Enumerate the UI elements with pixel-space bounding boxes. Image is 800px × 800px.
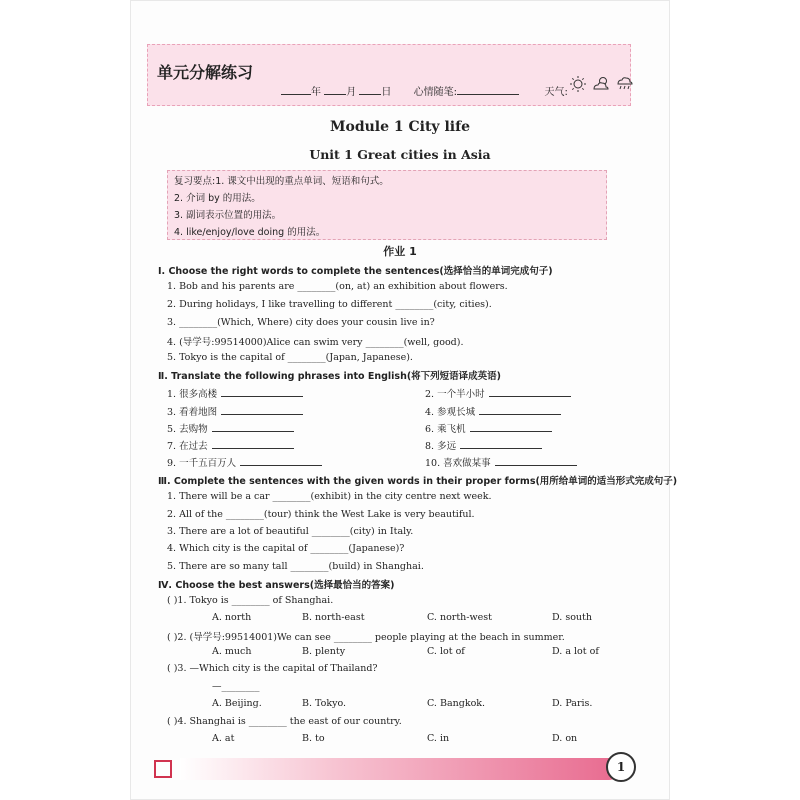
mc-option[interactable]: A. much (212, 646, 252, 657)
section-3-item: 5. There are so many tall ________(build) in Shanghai. (167, 561, 424, 572)
section-3-item: 4. Which city is the capital of ________(Japanese)? (167, 543, 405, 554)
mc-question-stem: ( )1. Tokyo is ________ of Shanghai. (167, 595, 334, 606)
mc-option[interactable]: A. at (212, 733, 235, 744)
section-1-item: 1. Bob and his parents are ________(on, at) an exhibition about flowers. (167, 281, 508, 292)
footer-gradient-bar (180, 758, 620, 780)
date-mood-line (281, 83, 568, 98)
mc-option[interactable]: B. to (302, 733, 325, 744)
mc-option[interactable]: C. lot of (427, 646, 465, 657)
cloud-sun-icon[interactable] (591, 75, 611, 93)
year-blank[interactable] (281, 85, 311, 95)
year-label: 年 (311, 87, 321, 98)
mc-question-stem: ( )4. Shanghai is ________ the east of our country. (167, 716, 402, 727)
mood-blank[interactable] (457, 85, 519, 95)
section-3-item: 1. There will be a car ________(exhibit) in the city centre next week. (167, 491, 492, 502)
review-point: 2. 介词 by 的用法。 (174, 193, 261, 204)
mc-option[interactable]: A. north (212, 612, 252, 623)
translate-item-right: 4. 参观长城 (425, 404, 561, 418)
unit-title: Unit 1 Great cities in Asia (309, 147, 491, 162)
mc-option[interactable]: C. north-west (427, 612, 492, 623)
mc-answer-line: —________ (212, 681, 260, 692)
translate-item-right: 8. 多远 (425, 438, 542, 452)
mc-option[interactable]: B. Tokyo. (302, 698, 347, 709)
mc-option[interactable]: B. north-east (302, 612, 365, 623)
mc-option[interactable]: D. on (552, 733, 578, 744)
mc-option[interactable]: D. Paris. (552, 698, 593, 709)
mc-option[interactable]: C. Bangkok. (427, 698, 486, 709)
section-3-heading: Ⅲ. Complete the sentences with the given words in their proper forms(用所给单词的适当形式完成句子) (158, 476, 678, 487)
mc-option[interactable]: B. plenty (302, 646, 346, 657)
translate-item-left: 7. 在过去 (167, 438, 294, 452)
section-2-heading: Ⅱ. Translate the following phrases into English(将下列短语译成英语) (158, 371, 502, 382)
day-blank[interactable] (359, 85, 381, 95)
review-points-box (167, 170, 607, 240)
translate-item-right: 6. 乘飞机 (425, 421, 552, 435)
section-3-item: 2. All of the ________(tour) think the West Lake is very beautiful. (167, 509, 475, 520)
mc-question-stem: ( )2. (导学号:99514001)We can see ________ people playing at the beach in summer. (167, 632, 565, 643)
translate-item-left: 1. 很多高楼 (167, 386, 303, 400)
footer-square-icon (154, 760, 172, 778)
review-point: 3. 副词表示位置的用法。 (174, 210, 282, 221)
section-3-item: 3. There are a lot of beautiful ________(city) in Italy. (167, 526, 414, 537)
homework-title: 作业 1 (383, 245, 417, 258)
section-1-item: 5. Tokyo is the capital of ________(Japan, Japanese). (167, 352, 413, 363)
translate-item-right: 2. 一个半小时 (425, 386, 571, 400)
translate-item-left: 3. 看着地图 (167, 404, 303, 418)
weather-icons (569, 75, 635, 93)
section-1-heading: Ⅰ. Choose the right words to complete the sentences(选择恰当的单词完成句子) (158, 266, 553, 277)
section-1-item: 2. During holidays, I like travelling to different ________(city, cities). (167, 299, 492, 310)
mc-option[interactable]: D. a lot of (552, 646, 599, 657)
mc-option[interactable]: C. in (427, 733, 450, 744)
review-point: 4. like/enjoy/love doing 的用法。 (174, 227, 326, 238)
month-blank[interactable] (324, 85, 346, 95)
review-point: 复习要点:1. 课文中出现的重点单词、短语和句式。 (174, 176, 389, 187)
weather-label: 天气: (544, 87, 568, 98)
translate-item-right: 10. 喜欢做某事 (425, 455, 577, 469)
mc-option[interactable]: D. south (552, 612, 592, 623)
module-title: Module 1 City life (329, 119, 471, 135)
translate-item-left: 5. 去购物 (167, 421, 294, 435)
month-label: 月 (346, 87, 357, 98)
mc-option[interactable]: A. Beijing. (212, 698, 262, 709)
rain-cloud-icon[interactable] (615, 75, 635, 93)
sun-icon[interactable] (569, 75, 587, 93)
mood-label: 心情随笔: (413, 87, 458, 98)
header-title: 单元分解练习 (157, 63, 254, 82)
section-1-item: 4. (导学号:99514000)Alice can swim very ________(well, good). (167, 337, 464, 348)
section-1-item: 3. ________(Which, Where) city does your cousin live in? (167, 317, 435, 328)
translate-item-left: 9. 一千五百万人 (167, 455, 322, 469)
section-4-heading: Ⅳ. Choose the best answers(选择最恰当的答案) (158, 580, 395, 591)
day-label: 日 (381, 87, 392, 98)
mc-question-stem: ( )3. —Which city is the capital of Thailand? (167, 663, 378, 674)
page-number: 1 (606, 752, 636, 782)
